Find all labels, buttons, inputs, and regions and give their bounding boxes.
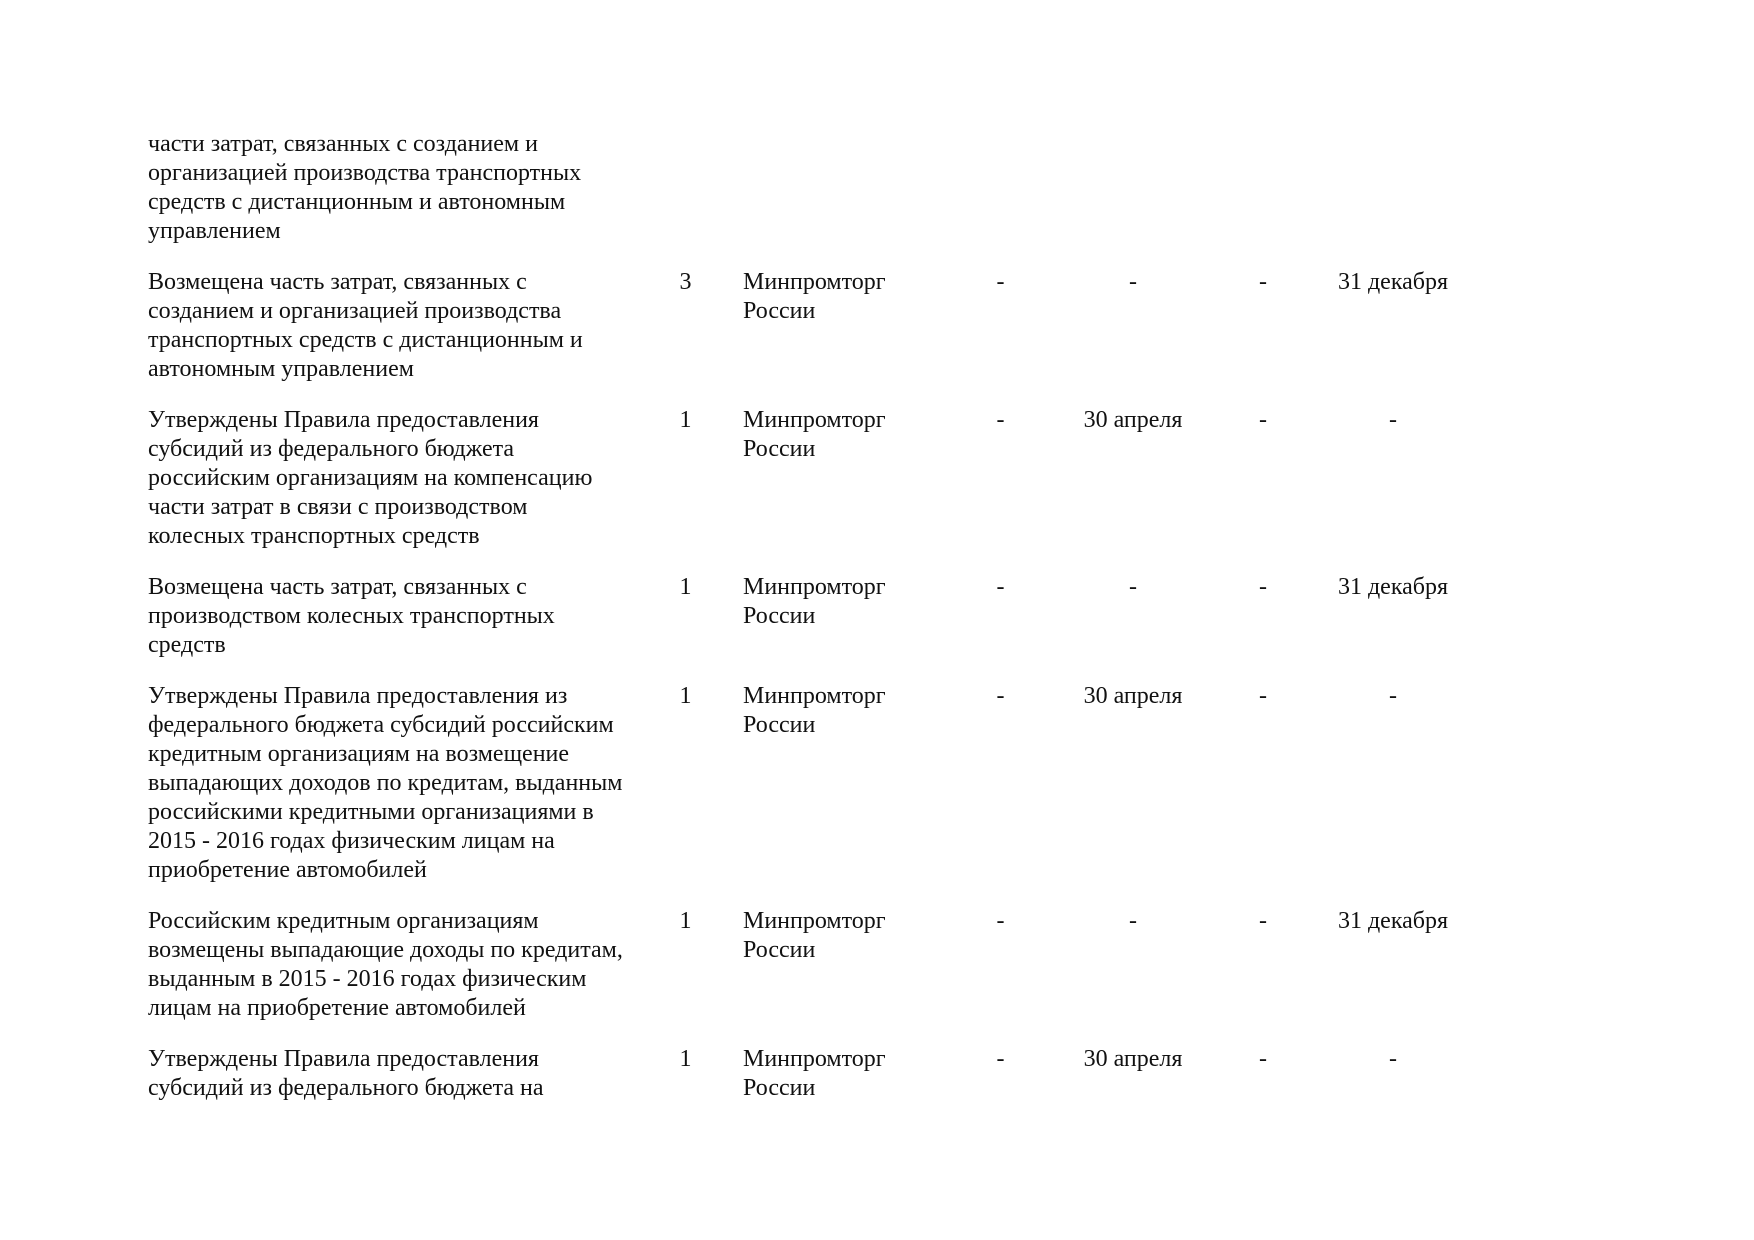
row-number	[628, 130, 743, 268]
row-responsible: Минпромторг России	[743, 407, 886, 462]
row-q1: -	[996, 683, 1005, 709]
row-description: Утверждены Правила предоставления субсидий из федерального бюджета российским организациям на компенсацию части затрат в связи с производством колесных транспортных средств	[148, 407, 593, 549]
row-q1	[943, 130, 1058, 268]
row-description: Утверждены Правила предоставления из федерального бюджета субсидий российским кредитным организациям на возмещение выпадающих доходов по кредитам, выданным российскими кредитными организациями в 2015 - 2016 годах физическим лицам на приобретение автомобилей	[148, 683, 623, 883]
row-responsible	[743, 130, 943, 268]
row-responsible: Минпромторг России	[743, 574, 886, 629]
row-q1: -	[996, 574, 1005, 600]
row-description: Утверждены Правила предоставления субсидий из федерального бюджета на	[148, 1046, 544, 1101]
row-q4: 31 декабря	[1337, 908, 1449, 934]
row-q3: -	[1259, 683, 1267, 709]
row-q2: 30 апреля	[1083, 407, 1183, 433]
row-description: части затрат, связанных с созданием и организацией производства транспортных средств с дистанционным и автономным управлением	[148, 131, 582, 244]
row-number: 1	[679, 683, 692, 709]
table-row	[148, 573, 1468, 682]
row-responsible: Минпромторг России	[743, 269, 886, 324]
row-q1: -	[996, 269, 1005, 295]
row-number: 3	[679, 269, 692, 295]
table-row	[148, 682, 1468, 907]
row-description: Российским кредитным организациям возмещены выпадающие доходы по кредитам, выданным в 2015 - 2016 годах физическим лицам на приобретение автомобилей	[148, 908, 623, 1021]
row-q4: 31 декабря	[1337, 269, 1449, 295]
row-q2	[1058, 130, 1208, 268]
row-description: Возмещена часть затрат, связанных с созданием и организацией производства транспортных средств с дистанционным и автономным управлением	[148, 269, 583, 382]
table-row	[148, 907, 1468, 1045]
row-q2: -	[1129, 269, 1137, 295]
row-q3: -	[1259, 574, 1267, 600]
row-q2: -	[1129, 908, 1137, 934]
table-row	[148, 1045, 1468, 1125]
row-q1: -	[996, 908, 1005, 934]
row-responsible: Минпромторг России	[743, 908, 886, 963]
table-row	[148, 268, 1468, 406]
row-q3: -	[1259, 269, 1267, 295]
table-row	[148, 406, 1468, 573]
row-q2: 30 апреля	[1083, 1046, 1183, 1072]
row-q3: -	[1259, 407, 1267, 433]
row-q1: -	[996, 1046, 1005, 1072]
row-q2: -	[1129, 574, 1137, 600]
row-q4: 31 декабря	[1337, 574, 1449, 600]
table-row	[148, 130, 1468, 268]
row-q3	[1208, 130, 1318, 268]
row-number: 1	[679, 574, 692, 600]
plan-table	[148, 130, 1468, 1125]
row-number: 1	[679, 908, 692, 934]
row-q2: 30 апреля	[1083, 683, 1183, 709]
row-q4: -	[1389, 1046, 1397, 1072]
row-responsible: Минпромторг России	[743, 683, 886, 738]
row-q4: -	[1389, 683, 1397, 709]
row-description: Возмещена часть затрат, связанных с производством колесных транспортных средств	[148, 574, 555, 658]
row-q3: -	[1259, 908, 1267, 934]
row-number: 1	[679, 407, 692, 433]
row-q4: -	[1389, 407, 1397, 433]
row-number: 1	[679, 1046, 692, 1072]
row-q4	[1318, 130, 1468, 268]
row-q3: -	[1259, 1046, 1267, 1072]
row-responsible: Минпромторг России	[743, 1046, 886, 1101]
row-q1: -	[996, 407, 1005, 433]
